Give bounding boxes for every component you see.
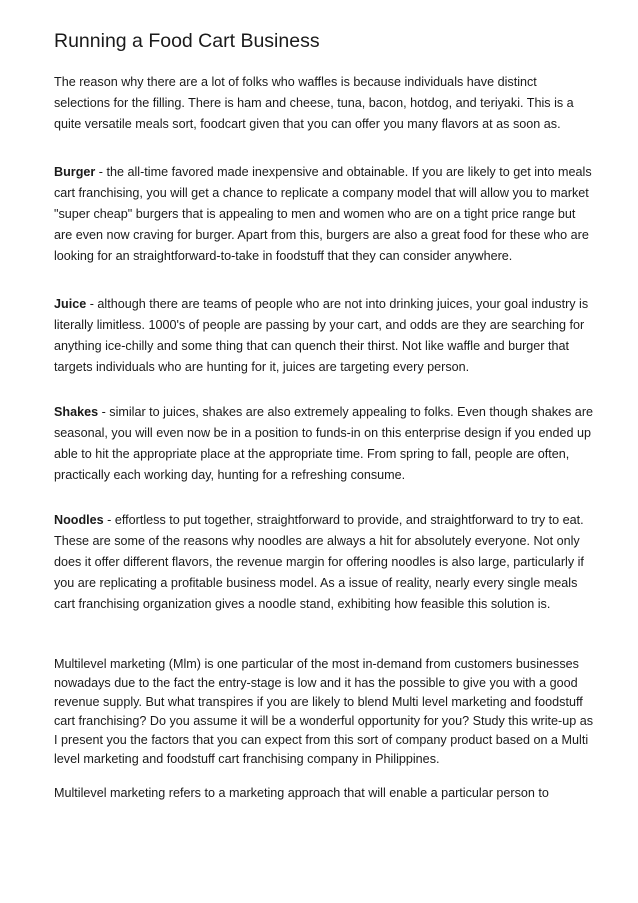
spacer <box>54 769 594 784</box>
juice-heading: Juice <box>54 297 87 311</box>
closing-paragraph: Multilevel marketing refers to a marketing approach that will enable a particular person to <box>54 786 549 800</box>
shakes-text: - similar to juices, shakes are also extremely appealing to folks. Even though shakes are seasonal, you will even now be in a position to funds-in on this enterprise design if you ended up able to hit the appropriate place at the appropriate time. From spring to fall, people are often, practically each working day, hunting for a refreshing consume. <box>54 405 594 482</box>
burger-heading: Burger <box>54 165 96 179</box>
spacer <box>54 486 594 510</box>
spacer <box>54 267 594 294</box>
spacer <box>54 378 594 402</box>
juice-paragraph <box>54 294 594 378</box>
intro-paragraph: The reason why there are a lot of folks who waffles is because individuals have distinct selections for the filling. There is ham and cheese, tuna, bacon, hotdog, and teriyaki. This is a quite versatile meals sort, foodcart given that you can offer you many flavors at as soon as. <box>54 75 574 131</box>
mlm-paragraph: Multilevel marketing (Mlm) is one particular of the most in-demand from customers businesses nowadays due to the fact the entry-stage is low and it has the possible to give you with a good revenue supply. But what transpires if you are likely to blend Multi level marketing and foodstuff cart franchising? Do you assume it will be a wonderful opportunity for you? Study this write-up as I present you the factors that you can expect from this sort of company product based on a Multi level marketing and foodstuff cart franchising company in Philippines. <box>54 657 593 766</box>
spacer <box>54 615 594 655</box>
burger-paragraph <box>54 162 594 267</box>
noodles-text: - effortless to put together, straightforward to provide, and straightforward to try to eat. These are some of the reasons why noodles are always a hit for absolutely everyone. Not only does it offer different flavors, the revenue margin for offering noodles is also large, particularly if you are replicating a profitable business model. As a issue of reality, nearly every single meals cart franchising organization gives a noodle stand, exhibiting how feasible this solution is. <box>54 513 584 611</box>
document-page <box>54 28 594 803</box>
shakes-paragraph <box>54 402 594 486</box>
spacer <box>54 135 594 162</box>
noodles-heading: Noodles <box>54 513 104 527</box>
page-title: Running a Food Cart Business <box>54 30 320 52</box>
burger-text: - the all-time favored made inexpensive and obtainable. If you are likely to get into meals cart franchising, you will get a chance to replicate a company model that will allow you to market "super cheap" burgers that is appealing to men and women who are on a tight price range but are even now craving for burger. Apart from this, burgers are also a great food for these who are looking for an straightforward-to-take in foodstuff that they can consider anywhere. <box>54 165 592 263</box>
juice-text: - although there are teams of people who are not into drinking juices, your goal industry is literally limitless. 1000's of people are passing by your cart, and odds are they are searching for anything ice-chilly and some thing that can quench their thirst. Not like waffle and burger that targets individuals who are hunting for it, juices are targeting every person. <box>54 297 589 374</box>
shakes-heading: Shakes <box>54 405 99 419</box>
noodles-paragraph <box>54 510 594 615</box>
